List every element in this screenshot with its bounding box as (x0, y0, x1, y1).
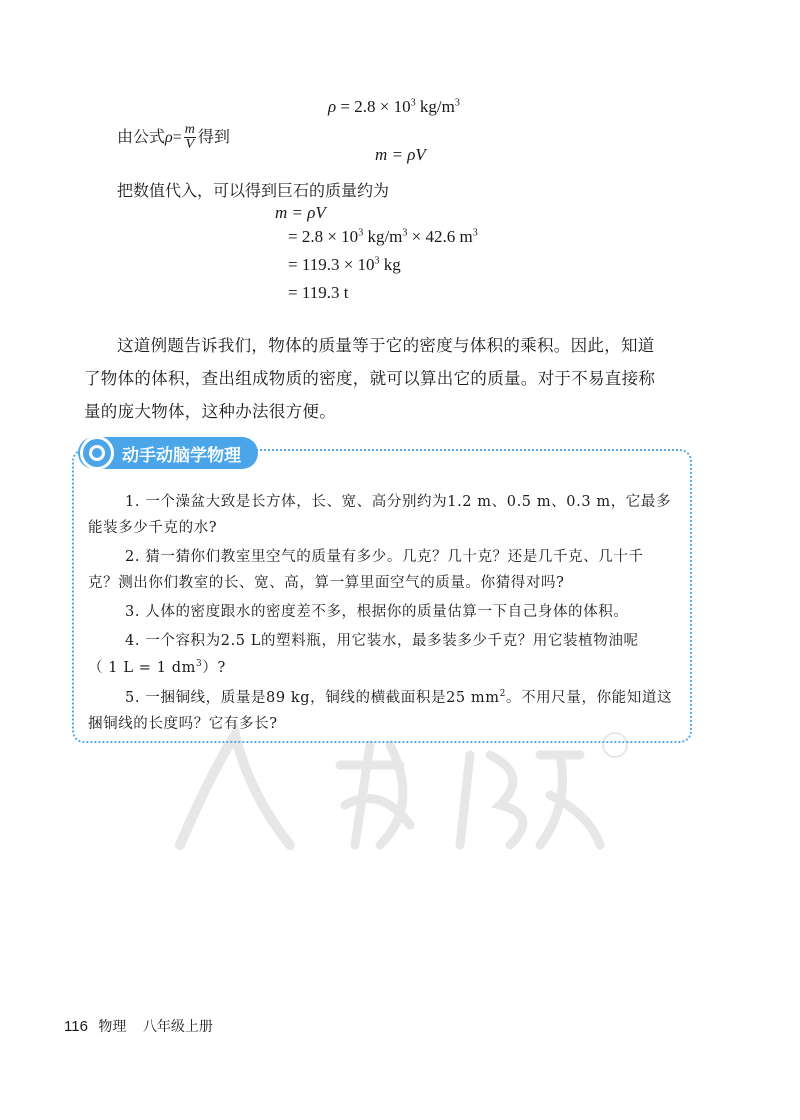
calc-line-4: = 119.3 t (288, 283, 349, 302)
question-5-line-1: 5. 一捆铜线，质量是89 kg，铜线的横截面积是25 $mm^2$。不用尺量，你能知道这 (125, 689, 673, 706)
page-number: 116 (64, 1018, 88, 1035)
question-1-line-2: 能装多少千克的水? (88, 520, 218, 536)
substitute-text: 把数值代入，可以得到巨石的质量约为 (117, 181, 390, 200)
calc-line-1: m = ρV (275, 203, 326, 222)
question-5-line-2: 捆铜线的长度吗？它有多长? (88, 716, 278, 732)
question-2-line-2: 克？测出你们教室的长、宽、高，算一算里面空气的质量。你猜得对吗? (88, 575, 565, 591)
paragraph-line-3: 量的庞大物体，这种办法很方便。 (84, 402, 336, 421)
density-fraction: $\frac{m}{V}$ (184, 122, 195, 152)
activity-title: 动手动脑学物理 (122, 446, 241, 466)
paragraph-line-2: 了物体的体积，查出组成物质的密度，就可以算出它的质量。对于不易直接称 (84, 369, 656, 388)
question-4-line-1: 4. 一个容积为2.5 L的塑料瓶，用它装水，最多装多少千克？用它装植物油呢 (125, 633, 639, 649)
question-2-line-1: 2. 猜一猜你们教室里空气的质量有多少。几克？几十克？还是几千克、几十千 (125, 549, 644, 565)
question-1-line-1: 1. 一个澡盆大致是长方体，长、宽、高分别约为1.2 m、0.5 m、0.3 m，它最多 (125, 494, 672, 510)
density-equation: $\rho = 2.8 \times 10^3$ $kg/m^3$ (328, 97, 460, 116)
page-footer (64, 1016, 213, 1036)
calc-line-3: = $119.3 \times 10^3$ kg (288, 255, 401, 274)
mass-formula: m = ρV (375, 145, 426, 164)
formula-intro: 由公式ρ= $\frac{m}{V}$ 得到 (117, 122, 230, 152)
subject-label: 物理 (98, 1019, 127, 1035)
question-3-line-1: 3. 人体的密度跟水的密度差不多，根据你的质量估算一下自己身体的体积。 (125, 604, 629, 620)
question-4-line-2: （ 1 L = 1 $dm^3$）? (88, 659, 226, 676)
paragraph-line-1: 这道例题告诉我们，物体的质量等于它的密度与体积的乘积。因此，知道 (117, 336, 655, 355)
target-icon (80, 436, 114, 470)
grade-label: 八年级上册 (142, 1019, 213, 1035)
calc-line-2: = $2.8 \times 10^3$ $kg/m^3 \times 42.6$ $m^3$ (288, 227, 478, 246)
